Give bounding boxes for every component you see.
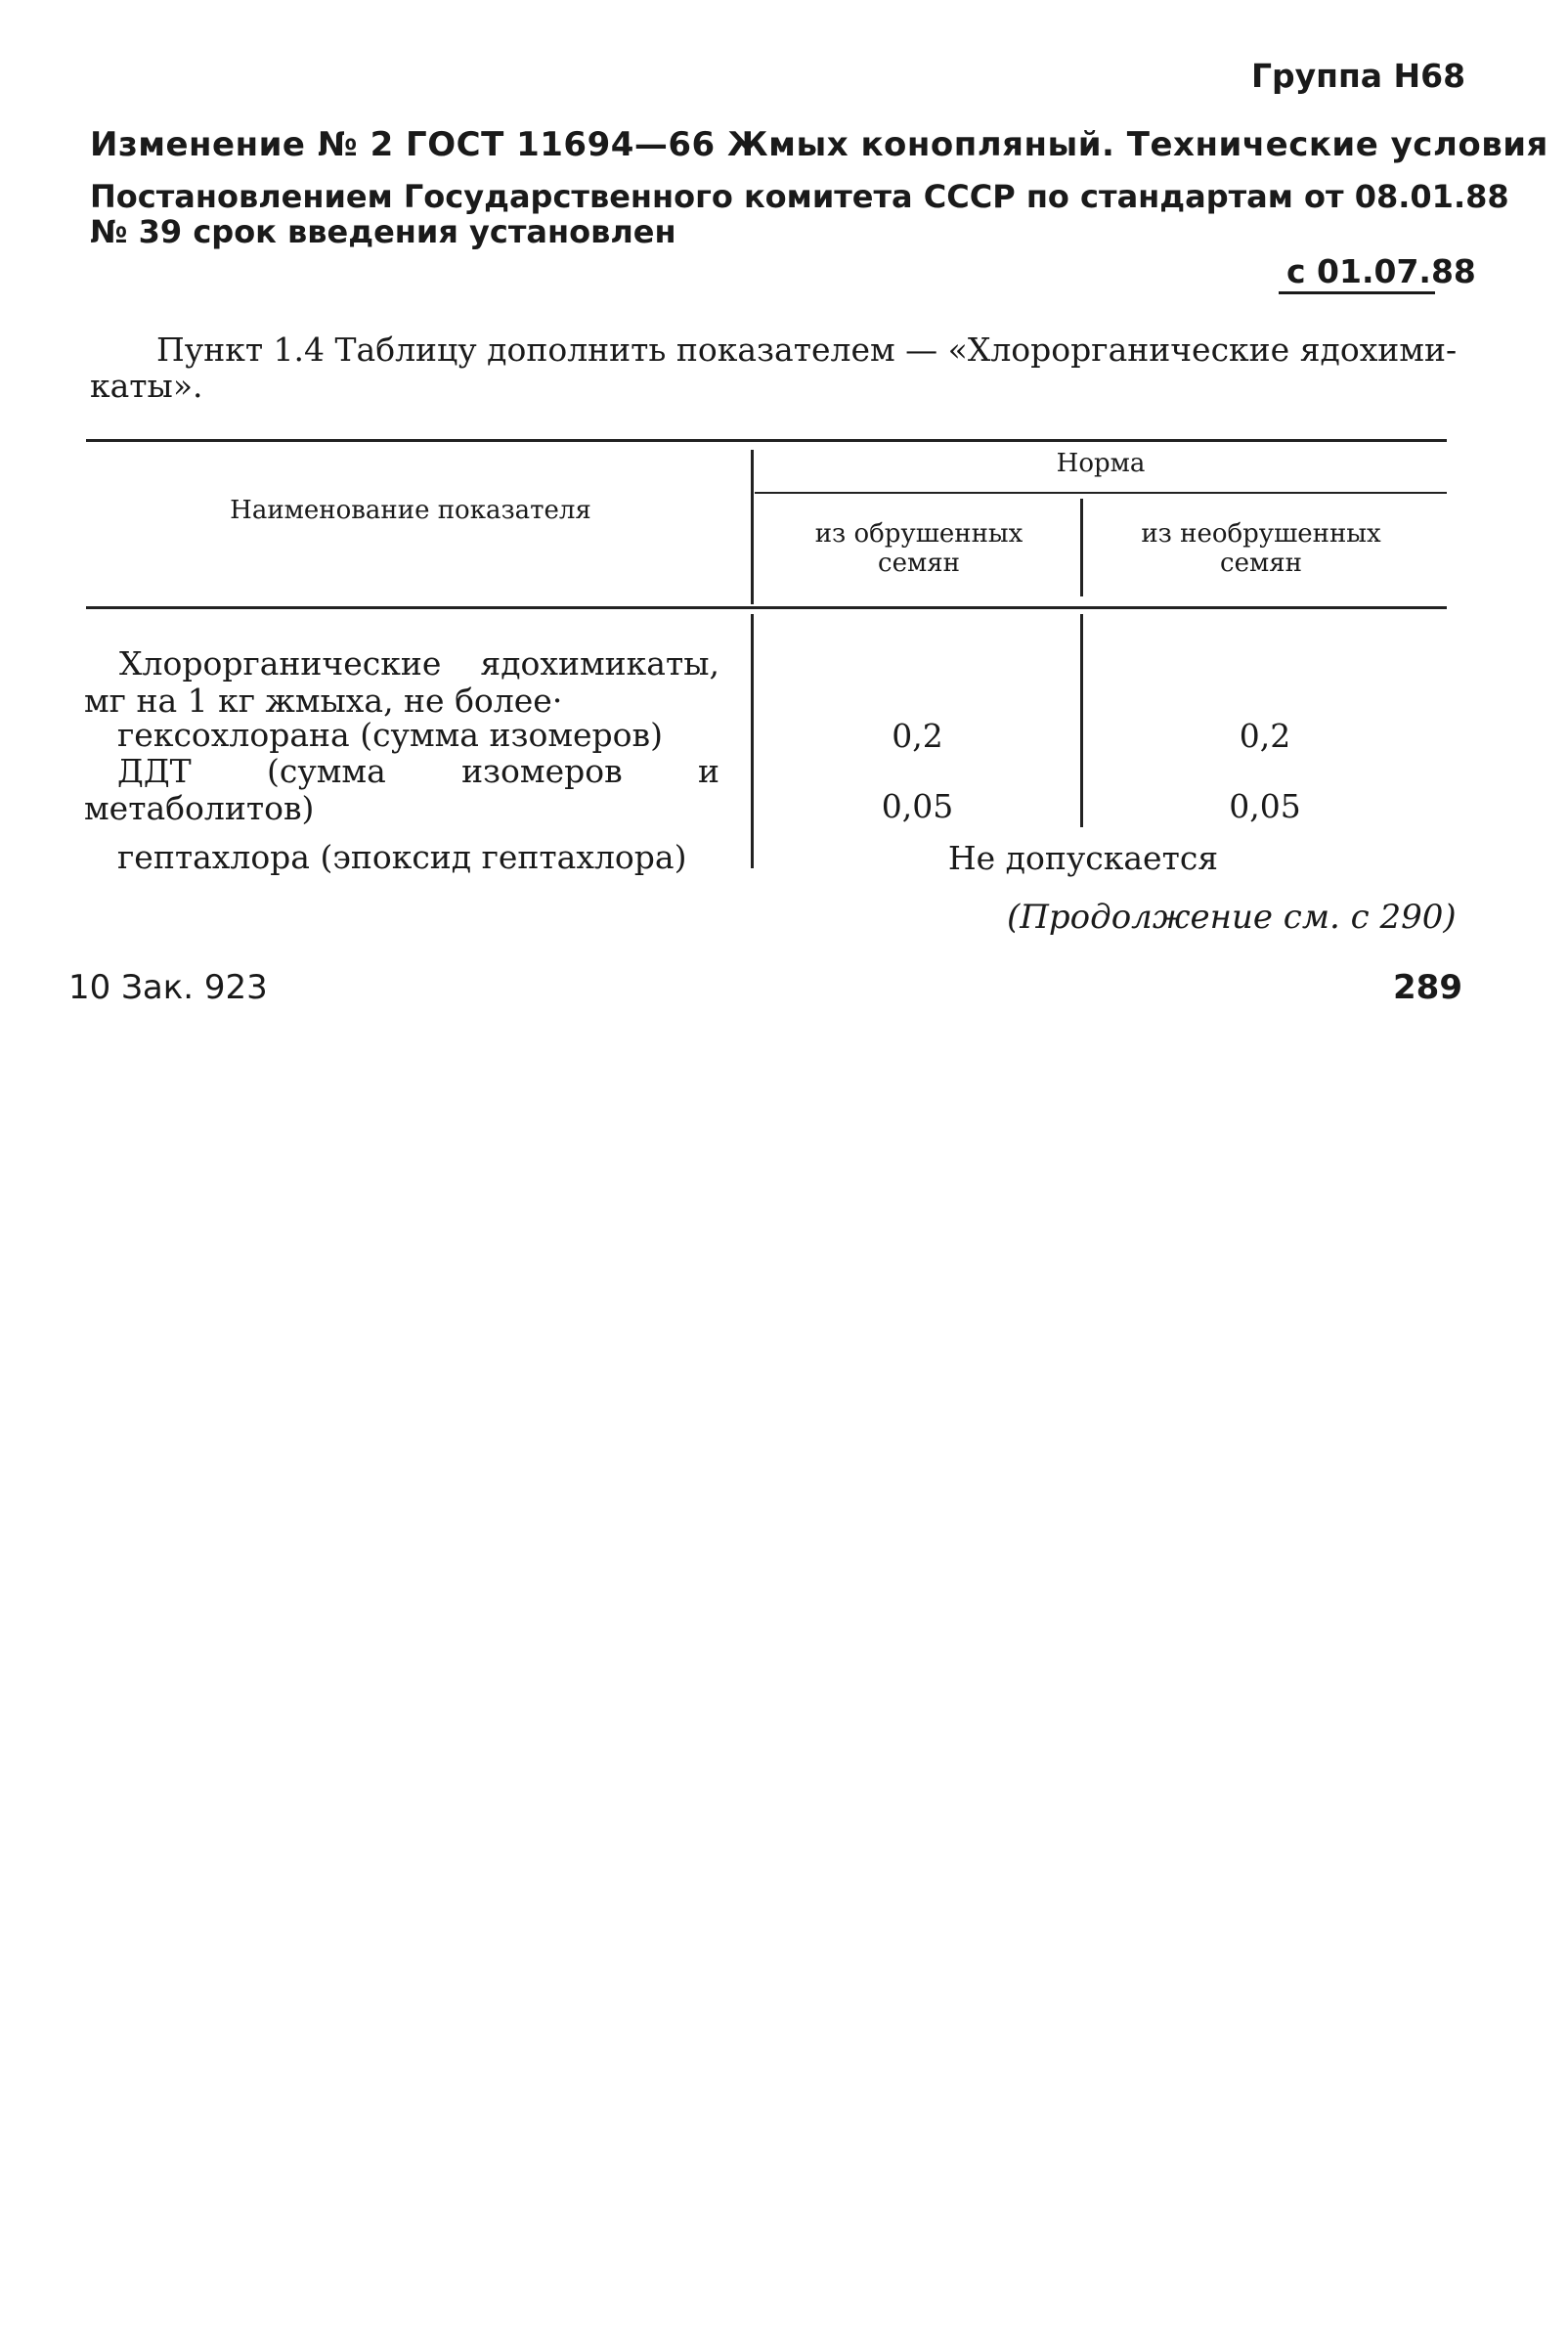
table-divider-norm-columns-header [1080,499,1083,596]
table-cell-unhulled: 0,2 [1239,717,1291,755]
norm-header-rule [755,492,1447,494]
decree-line-1: Постановлением Государственного комитета СССР по стандартам от 08.01.88 [90,178,1509,215]
page-number: 289 [1393,968,1462,1007]
document-title: Изменение № 2 ГОСТ 11694—66 Жмых конопляный. Технические условия [90,125,1548,164]
table-cell-merged-value: Не допускается [947,839,1219,877]
table-row-name: гексохлорана (сумма изомеров) [117,716,663,754]
table-row-name: ДДТ (сумма изомеров и метаболитов) [84,752,719,827]
date-underline [1279,291,1435,294]
continuation-note: (Продолжение см. с 290) [1007,898,1457,937]
table-row-name: Хлорорганические ядохимикаты, мг на 1 кг жмыха, не более· [84,644,719,720]
table-divider-name-norm-body [751,614,754,868]
decree-line-2: № 39 срок введения установлен [90,213,676,250]
column-header-name: Наименование показателя [230,496,591,525]
column-header-unhulled: из необрушенных семян [1141,519,1381,578]
table-top-rule [86,439,1447,442]
table-cell-hulled: 0,2 [892,717,943,755]
table-divider-name-norm-header [751,450,754,604]
amendment-paragraph-line-2: каты». [90,367,203,405]
column-header-norm: Норма [1056,449,1146,478]
table-cell-hulled: 0,05 [881,787,954,825]
group-code: Группа Н68 [1251,57,1466,95]
amendment-paragraph-line-1: Пункт 1.4 Таблицу дополнить показателем — «Хлорорганические ядохими- [156,330,1458,369]
effective-date: с 01.07.88 [1286,252,1476,290]
table-cell-unhulled: 0,05 [1229,787,1301,825]
table-row-name: гептахлора (эпоксид гептахлора) [117,838,687,876]
column-header-hulled: из обрушенных семян [814,519,1024,578]
order-number: 10 Зак. 923 [68,968,268,1007]
table-header-bottom-rule [86,606,1447,609]
